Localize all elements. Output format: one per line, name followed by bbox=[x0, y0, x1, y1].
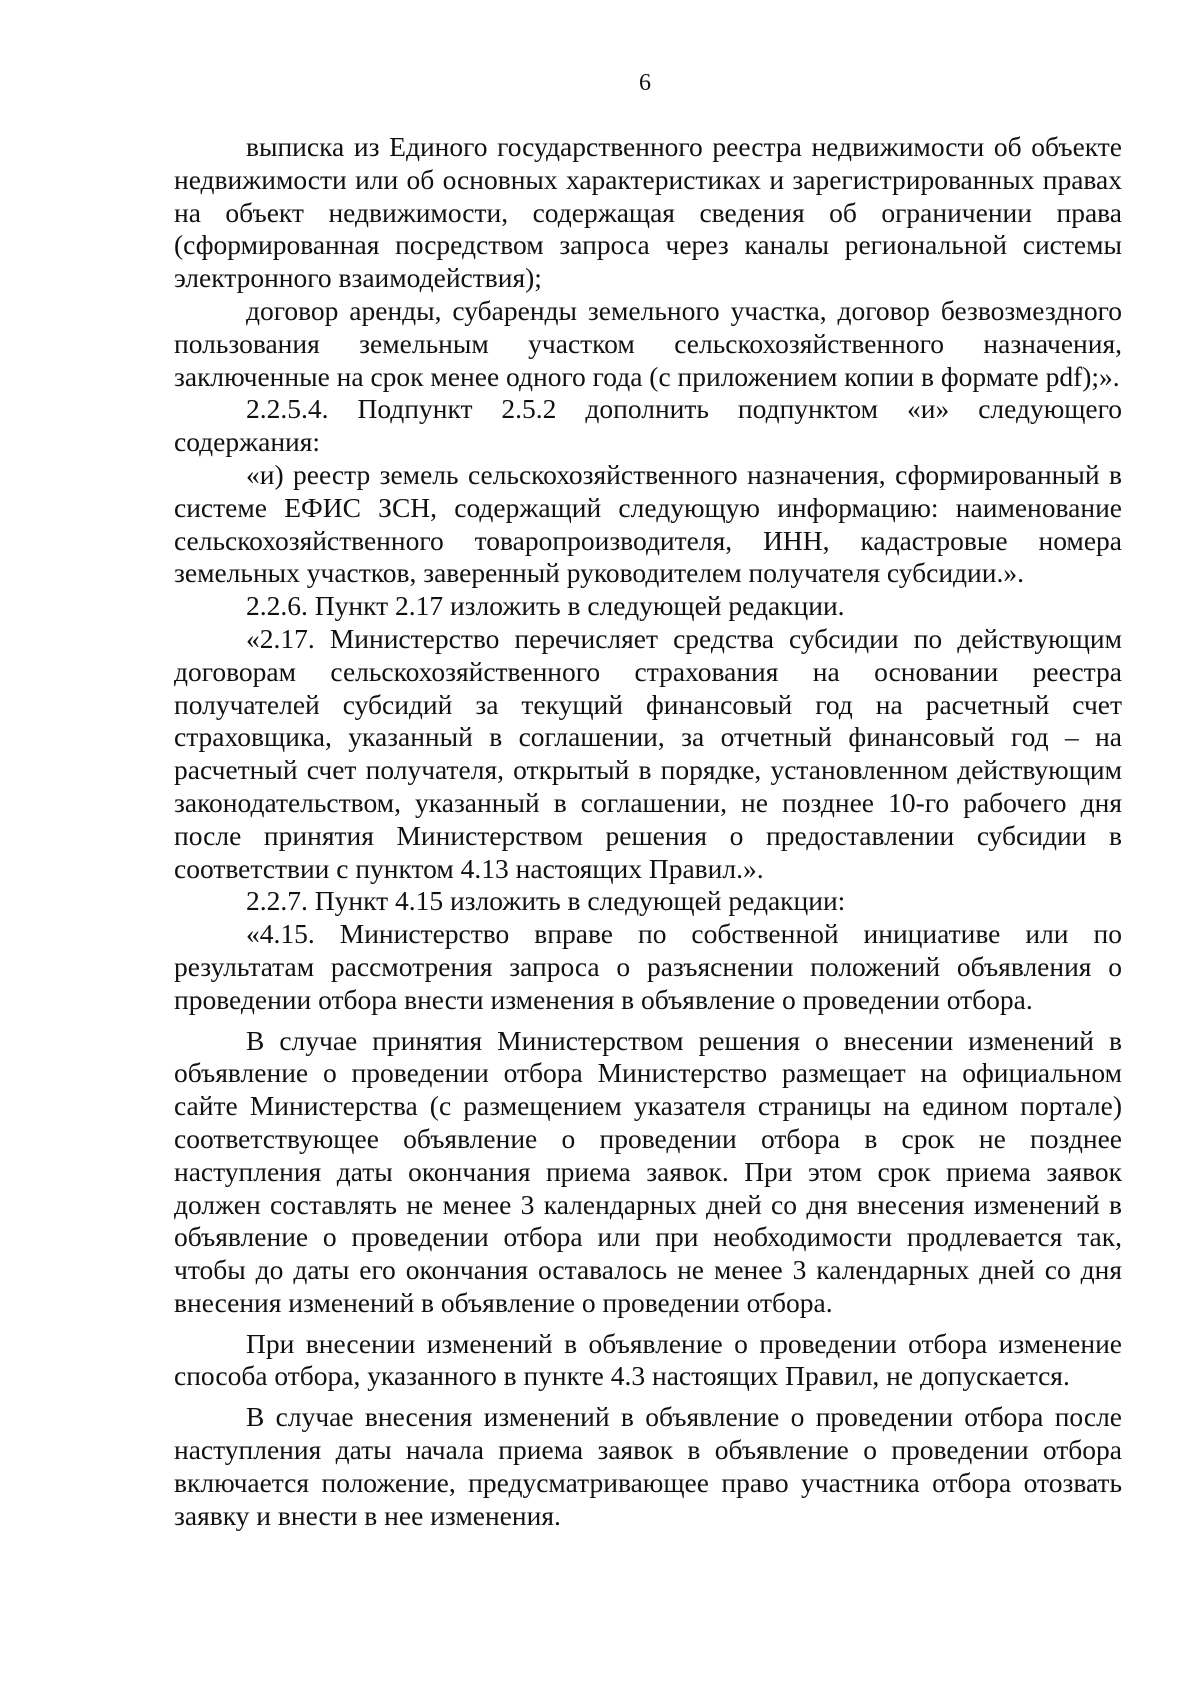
paragraph-lease-agreement: договор аренды, субаренды земельного участка, договор безвозмездного пользования земельным участком сельскохозяйственного назначения, заключенные на срок менее одного года (с приложением копии в формате pdf);». bbox=[174, 294, 1122, 392]
paragraph-2-2-5-4: 2.2.5.4. Подпункт 2.5.2 дополнить подпунктом «и» следующего содержания: bbox=[174, 393, 1122, 458]
page-number: 6 bbox=[639, 70, 651, 96]
paragraph-egrn-extract: выписка из Единого государственного реестра недвижимости об объекте недвижимости или об основных характеристиках и зарегистрированных правах на объект недвижимости, содержащая сведения об ограничении права (сформированная посредством запроса через каналы региональной системы электронного взаимодействия); bbox=[174, 131, 1122, 294]
paragraph-2-17: «2.17. Министерство перечисляет средства субсидии по действующим договорам сельскохозяйственного страхования на основании реестра получателей субсидий за текущий финансовый год на расчетный счет страховщика, указанный в соглашении, за отчетный финансовый год – на расчетный счет получателя, открытый в порядке, установленном действующим законодательством, указанный в соглашении, не позднее 10-го рабочего дня после принятия Министерством решения о предоставлении субсидии в соответствии с пунктом 4.13 настоящих Правил.». bbox=[174, 622, 1122, 884]
paragraph-changes-decision: В случае принятия Министерством решения о внесении изменений в объявление о проведении отбора Министерство размещает на официальном сайте Министерства (с размещением указателя страницы на едином портале) соответствующее объявление о проведении отбора в срок не позднее наступления даты окончания приема заявок. При этом срок приема заявок должен составлять не менее 3 календарных дней со дня внесения изменений в объявление о проведении отбора или при необходимости продлевается так, чтобы до даты его окончания оставалось не менее 3 календарных дней со дня внесения изменений в объявление о проведении отбора. bbox=[174, 1024, 1122, 1318]
document-body bbox=[174, 131, 1122, 1532]
paragraph-subpoint-i: «и) реестр земель сельскохозяйственного назначения, сформированный в системе ЕФИС ЗСН, содержащий следующую информацию: наименование сельскохозяйственного товаропроизводителя, ИНН, кадастровые номера земельных участков, заверенный руководителем получателя субсидии.». bbox=[174, 458, 1122, 589]
paragraph-withdraw-application: В случае внесения изменений в объявление о проведении отбора после наступления даты начала приема заявок в объявление о проведении отбора включается положение, предусматривающее право участника отбора отозвать заявку и внести в нее изменения. bbox=[174, 1401, 1122, 1531]
paragraph-4-15: «4.15. Министерство вправе по собственной инициативе или по результатам рассмотрения запроса о разъяснении положений объявления о проведении отбора внести изменения в объявление о проведении отбора. bbox=[174, 918, 1122, 1015]
paragraph-2-2-6: 2.2.6. Пункт 2.17 изложить в следующей редакции. bbox=[246, 590, 845, 622]
paragraph-selection-method: При внесении изменений в объявление о проведении отбора изменение способа отбора, указанного в пункте 4.3 настоящих Правил, не допускается. bbox=[174, 1327, 1122, 1392]
paragraph-2-2-7: 2.2.7. Пункт 4.15 изложить в следующей редакции: bbox=[246, 885, 846, 917]
